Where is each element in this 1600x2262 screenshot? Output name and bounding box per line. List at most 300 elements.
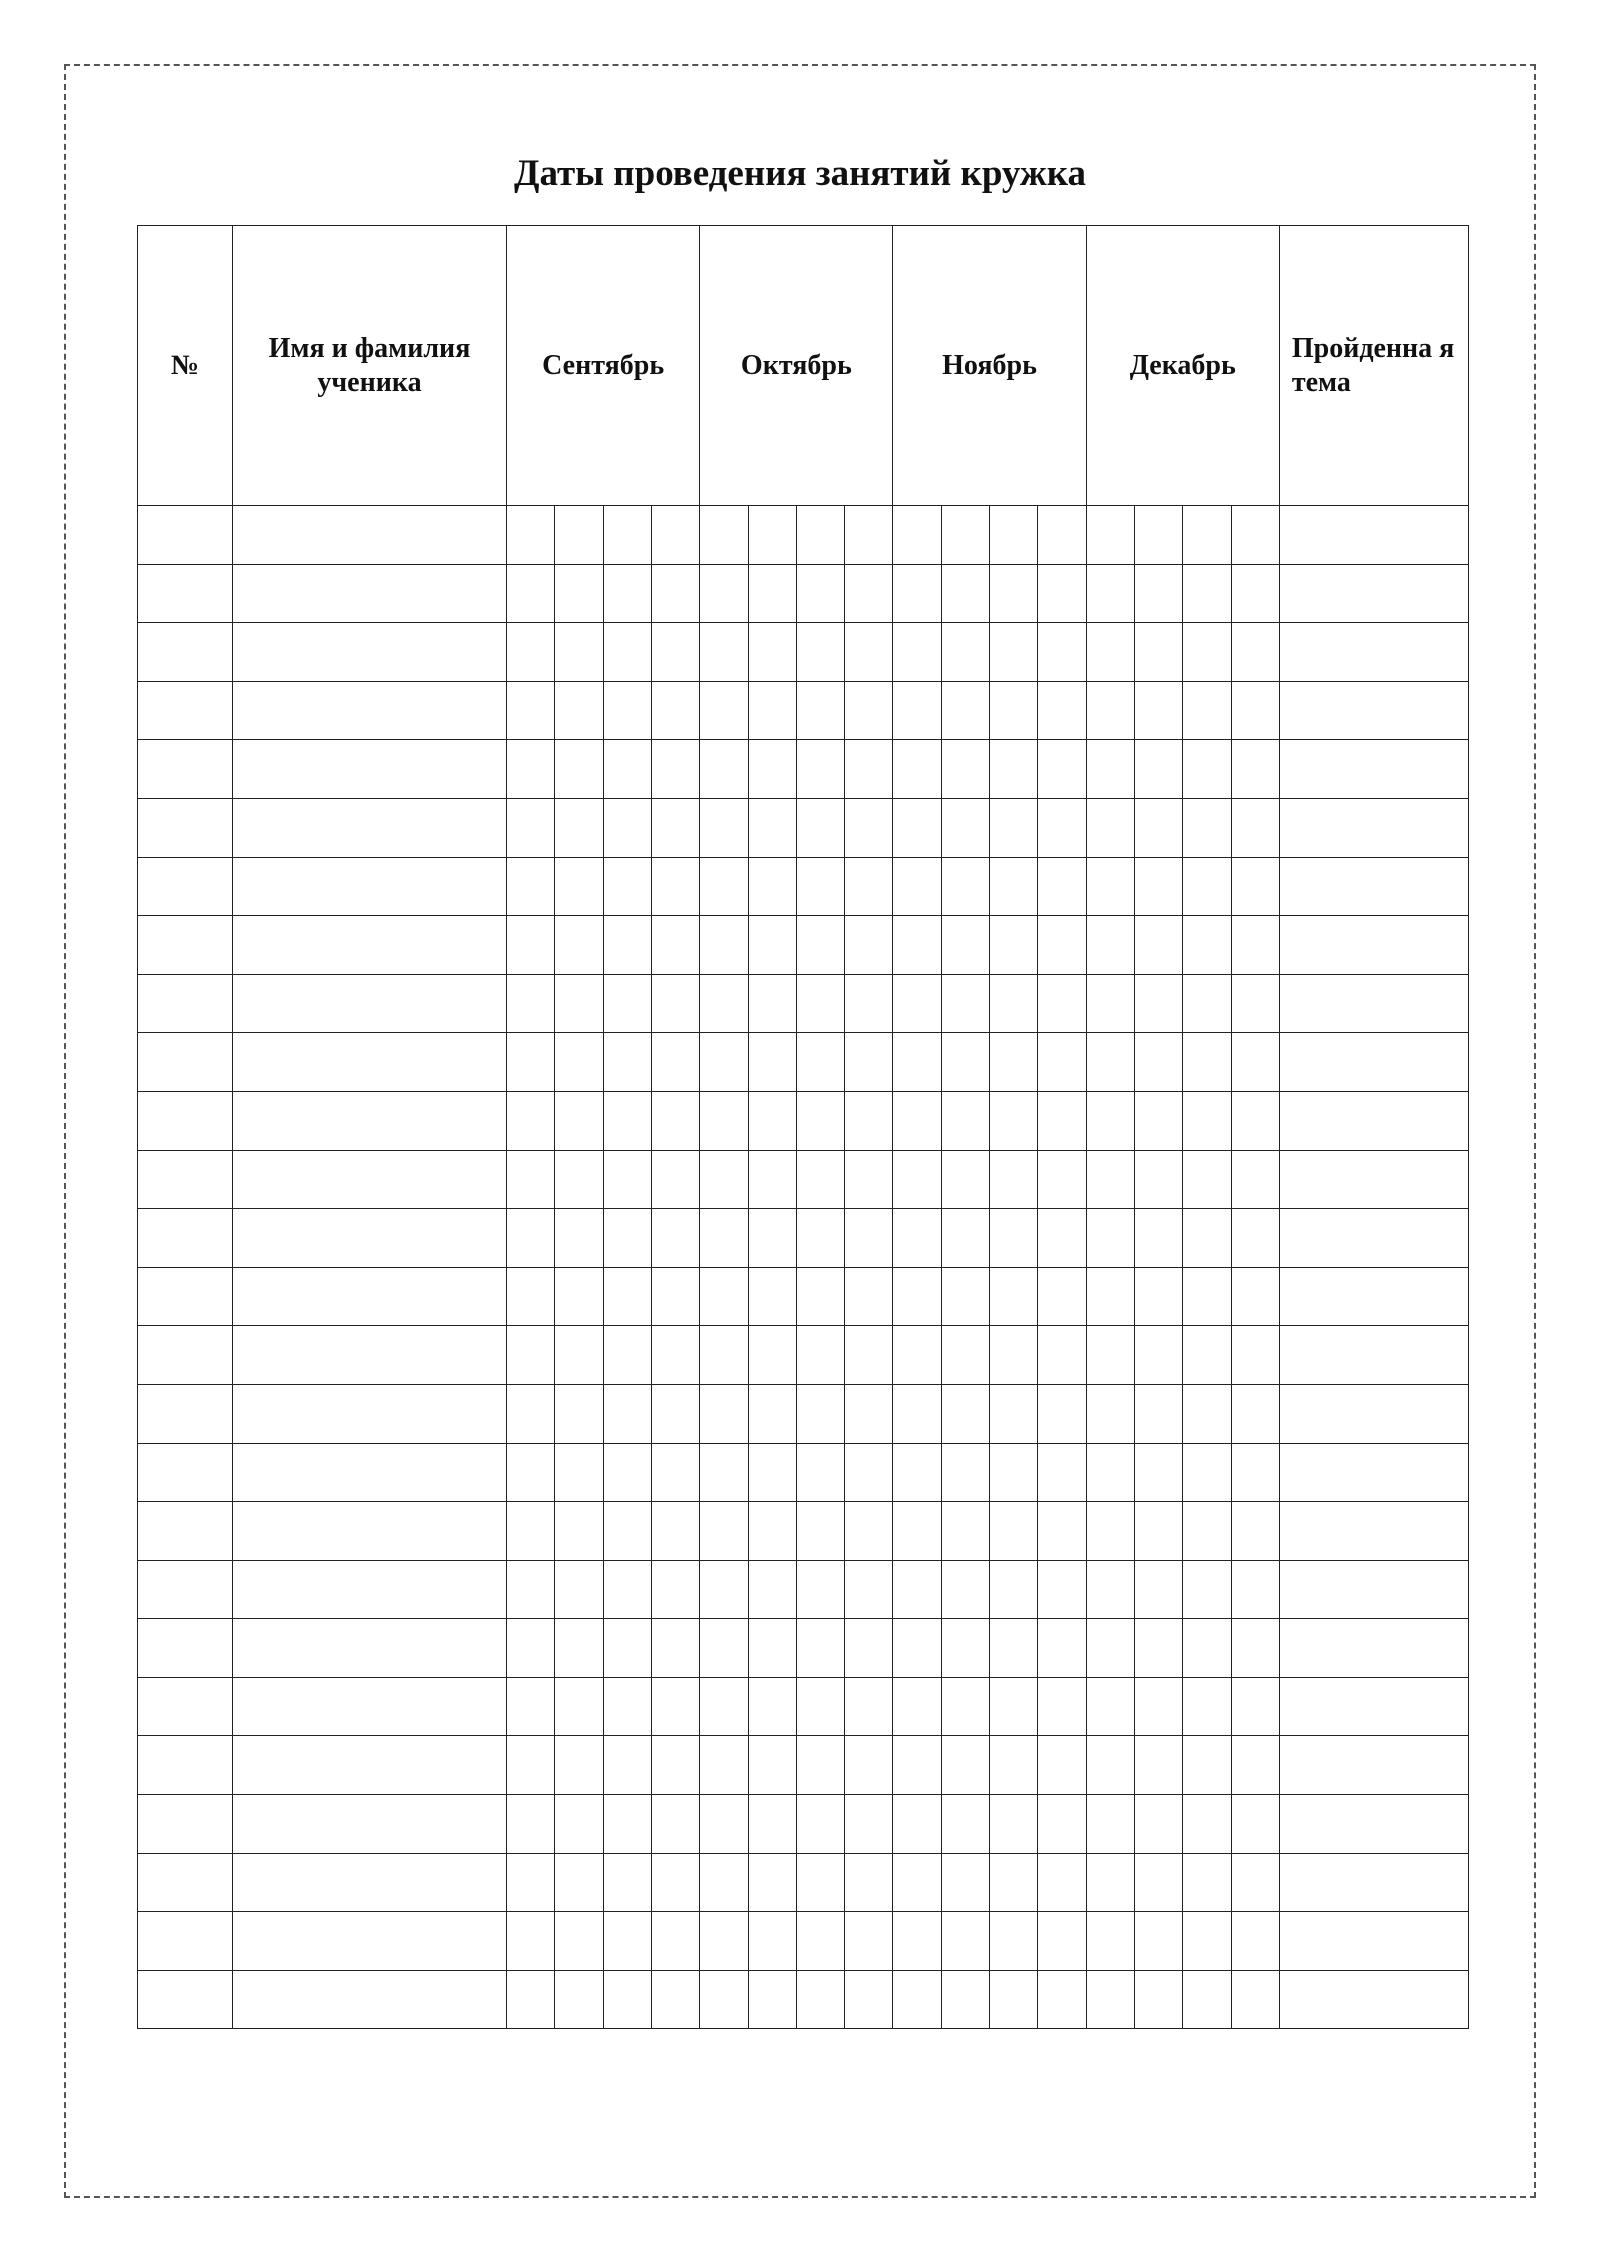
table-row xyxy=(138,740,1469,799)
date-cell-october xyxy=(700,740,748,799)
date-cell-november xyxy=(990,1795,1038,1854)
date-cell-december xyxy=(1086,1736,1134,1795)
date-cell-december xyxy=(1134,1736,1182,1795)
date-cell-october xyxy=(796,798,844,857)
date-cell-september xyxy=(507,1853,555,1912)
date-cell-december xyxy=(1231,1033,1279,1092)
date-cell-december xyxy=(1086,1209,1134,1268)
date-cell-december xyxy=(1134,916,1182,975)
date-cell-october xyxy=(845,623,893,682)
date-cell-september xyxy=(507,1736,555,1795)
date-cell-october xyxy=(845,1326,893,1385)
date-cell-october xyxy=(700,1091,748,1150)
topic-cell xyxy=(1279,506,1468,565)
number-cell xyxy=(138,1502,233,1561)
date-cell-november xyxy=(990,740,1038,799)
date-cell-november xyxy=(990,1150,1038,1209)
date-cell-december xyxy=(1086,857,1134,916)
student-name-cell xyxy=(233,916,507,975)
student-name-cell xyxy=(233,1033,507,1092)
date-cell-september xyxy=(555,1502,603,1561)
date-cell-november xyxy=(1038,1677,1086,1736)
date-cell-october xyxy=(700,1560,748,1619)
date-cell-september xyxy=(651,798,699,857)
date-cell-september xyxy=(603,1619,651,1678)
number-cell xyxy=(138,1677,233,1736)
date-cell-october xyxy=(796,1502,844,1561)
month-header-december: Декабрь xyxy=(1086,226,1279,506)
date-cell-november xyxy=(941,1912,989,1971)
date-cell-october xyxy=(700,1033,748,1092)
date-cell-october xyxy=(845,1502,893,1561)
date-cell-october xyxy=(845,1970,893,2029)
date-cell-october xyxy=(700,623,748,682)
date-cell-november xyxy=(941,681,989,740)
date-cell-september xyxy=(651,681,699,740)
date-cell-october xyxy=(796,681,844,740)
date-cell-september xyxy=(507,1150,555,1209)
number-cell xyxy=(138,1209,233,1268)
date-cell-november xyxy=(990,1853,1038,1912)
student-name-cell xyxy=(233,1091,507,1150)
date-cell-november xyxy=(1038,1150,1086,1209)
date-cell-december xyxy=(1183,740,1231,799)
topic-cell xyxy=(1279,1150,1468,1209)
date-cell-september xyxy=(507,1970,555,2029)
table-row xyxy=(138,1443,1469,1502)
student-name-cell xyxy=(233,1912,507,1971)
student-name-cell xyxy=(233,1209,507,1268)
date-cell-november xyxy=(990,974,1038,1033)
date-cell-october xyxy=(845,798,893,857)
date-cell-october xyxy=(845,1384,893,1443)
date-cell-december xyxy=(1134,1853,1182,1912)
number-cell xyxy=(138,1326,233,1385)
date-cell-october xyxy=(748,974,796,1033)
date-cell-september xyxy=(507,1091,555,1150)
number-cell xyxy=(138,623,233,682)
date-cell-november xyxy=(941,1443,989,1502)
attendance-table xyxy=(137,225,1469,2029)
date-cell-december xyxy=(1134,1326,1182,1385)
date-cell-october xyxy=(700,916,748,975)
date-cell-november xyxy=(990,1677,1038,1736)
date-cell-september xyxy=(651,1736,699,1795)
date-cell-december xyxy=(1086,1502,1134,1561)
date-cell-november xyxy=(941,1970,989,2029)
table-row xyxy=(138,1033,1469,1092)
date-cell-december xyxy=(1134,1619,1182,1678)
date-cell-november xyxy=(941,1150,989,1209)
date-cell-november xyxy=(941,1560,989,1619)
student-name-cell xyxy=(233,1619,507,1678)
date-cell-december xyxy=(1086,1619,1134,1678)
date-cell-september xyxy=(651,1443,699,1502)
topic-cell xyxy=(1279,1619,1468,1678)
date-cell-december xyxy=(1183,1209,1231,1268)
date-cell-september xyxy=(507,1912,555,1971)
date-cell-december xyxy=(1134,1912,1182,1971)
date-cell-october xyxy=(796,1091,844,1150)
date-cell-october xyxy=(748,1736,796,1795)
date-cell-november xyxy=(990,798,1038,857)
date-cell-december xyxy=(1086,1150,1134,1209)
topic-cell xyxy=(1279,1912,1468,1971)
date-cell-october xyxy=(796,1209,844,1268)
date-cell-november xyxy=(990,916,1038,975)
student-name-cell xyxy=(233,1443,507,1502)
table-body xyxy=(138,506,1469,2029)
date-cell-september xyxy=(651,1853,699,1912)
date-cell-november xyxy=(893,1853,941,1912)
date-cell-december xyxy=(1183,1502,1231,1561)
student-name-cell xyxy=(233,1560,507,1619)
date-cell-december xyxy=(1231,916,1279,975)
date-cell-november xyxy=(941,1502,989,1561)
month-header-november: Ноябрь xyxy=(893,226,1086,506)
date-cell-september xyxy=(507,1267,555,1326)
date-cell-september xyxy=(603,798,651,857)
date-cell-december xyxy=(1183,916,1231,975)
date-cell-september xyxy=(651,506,699,565)
table-header-row xyxy=(138,226,1469,506)
date-cell-october xyxy=(796,1970,844,2029)
topic-cell xyxy=(1279,1795,1468,1854)
date-cell-october xyxy=(845,1150,893,1209)
table-row xyxy=(138,506,1469,565)
date-cell-october xyxy=(748,1619,796,1678)
date-cell-september xyxy=(603,1443,651,1502)
date-cell-november xyxy=(893,1970,941,2029)
date-cell-november xyxy=(990,1736,1038,1795)
date-cell-october xyxy=(748,916,796,975)
date-cell-september xyxy=(507,1384,555,1443)
student-name-cell xyxy=(233,1677,507,1736)
date-cell-december xyxy=(1231,506,1279,565)
date-cell-september xyxy=(603,1091,651,1150)
date-cell-september xyxy=(507,1033,555,1092)
date-cell-november xyxy=(893,1091,941,1150)
date-cell-december xyxy=(1134,623,1182,682)
date-cell-december xyxy=(1134,798,1182,857)
date-cell-september xyxy=(651,1209,699,1268)
date-cell-december xyxy=(1086,1853,1134,1912)
date-cell-september xyxy=(651,1502,699,1561)
date-cell-september xyxy=(603,506,651,565)
date-cell-december xyxy=(1183,1560,1231,1619)
month-header-september: Сентябрь xyxy=(507,226,700,506)
date-cell-november xyxy=(1038,1619,1086,1678)
date-cell-september xyxy=(507,1677,555,1736)
date-cell-october xyxy=(748,1970,796,2029)
date-cell-december xyxy=(1134,506,1182,565)
topic-cell xyxy=(1279,1267,1468,1326)
date-cell-november xyxy=(941,506,989,565)
date-cell-november xyxy=(893,1912,941,1971)
student-name-cell xyxy=(233,1384,507,1443)
table-row xyxy=(138,1677,1469,1736)
date-cell-september xyxy=(507,974,555,1033)
topic-cell xyxy=(1279,564,1468,623)
date-cell-october xyxy=(748,1091,796,1150)
date-cell-december xyxy=(1134,1150,1182,1209)
date-cell-december xyxy=(1086,1970,1134,2029)
date-cell-november xyxy=(893,1209,941,1268)
date-cell-november xyxy=(893,1502,941,1561)
date-cell-september xyxy=(651,740,699,799)
date-cell-october xyxy=(748,1267,796,1326)
date-cell-october xyxy=(845,974,893,1033)
date-cell-november xyxy=(941,740,989,799)
table-row xyxy=(138,1970,1469,2029)
date-cell-september xyxy=(603,974,651,1033)
date-cell-november xyxy=(893,1033,941,1092)
date-cell-september xyxy=(603,1502,651,1561)
topic-cell xyxy=(1279,1326,1468,1385)
date-cell-september xyxy=(651,1912,699,1971)
date-cell-september xyxy=(555,681,603,740)
date-cell-november xyxy=(893,1560,941,1619)
date-cell-october xyxy=(845,1619,893,1678)
student-name-cell xyxy=(233,1795,507,1854)
date-cell-october xyxy=(700,1736,748,1795)
date-cell-september xyxy=(603,916,651,975)
date-cell-october xyxy=(748,623,796,682)
topic-cell xyxy=(1279,1560,1468,1619)
date-cell-september xyxy=(555,740,603,799)
date-cell-december xyxy=(1183,974,1231,1033)
date-cell-september xyxy=(651,1326,699,1385)
date-cell-september xyxy=(651,1970,699,2029)
date-cell-september xyxy=(603,1912,651,1971)
date-cell-september xyxy=(603,1677,651,1736)
date-cell-october xyxy=(748,740,796,799)
date-cell-september xyxy=(651,974,699,1033)
date-cell-december xyxy=(1134,857,1182,916)
date-cell-november xyxy=(893,974,941,1033)
date-cell-october xyxy=(845,916,893,975)
number-cell xyxy=(138,798,233,857)
date-cell-november xyxy=(941,1736,989,1795)
date-cell-september xyxy=(603,740,651,799)
date-cell-september xyxy=(507,506,555,565)
date-cell-october xyxy=(796,1033,844,1092)
date-cell-december xyxy=(1086,1677,1134,1736)
table-row xyxy=(138,916,1469,975)
date-cell-september xyxy=(555,1326,603,1385)
date-cell-december xyxy=(1086,798,1134,857)
date-cell-september xyxy=(555,1970,603,2029)
date-cell-november xyxy=(893,681,941,740)
date-cell-september xyxy=(507,798,555,857)
topic-cell xyxy=(1279,1209,1468,1268)
date-cell-december xyxy=(1086,974,1134,1033)
student-name-cell xyxy=(233,857,507,916)
date-cell-october xyxy=(796,916,844,975)
date-cell-november xyxy=(893,740,941,799)
table-row xyxy=(138,1326,1469,1385)
date-cell-october xyxy=(748,1326,796,1385)
topic-cell xyxy=(1279,857,1468,916)
student-name-cell xyxy=(233,798,507,857)
date-cell-november xyxy=(990,623,1038,682)
date-cell-december xyxy=(1231,1853,1279,1912)
date-cell-december xyxy=(1086,916,1134,975)
date-cell-december xyxy=(1134,1033,1182,1092)
student-name-cell xyxy=(233,1326,507,1385)
number-cell xyxy=(138,916,233,975)
date-cell-september xyxy=(603,1326,651,1385)
date-cell-september xyxy=(507,1326,555,1385)
date-cell-october xyxy=(700,1502,748,1561)
date-cell-november xyxy=(990,1912,1038,1971)
topic-cell xyxy=(1279,974,1468,1033)
date-cell-november xyxy=(1038,623,1086,682)
date-cell-september xyxy=(603,1970,651,2029)
date-cell-october xyxy=(845,1033,893,1092)
date-cell-december xyxy=(1231,1209,1279,1268)
date-cell-september xyxy=(507,681,555,740)
topic-cell xyxy=(1279,1443,1468,1502)
date-cell-september xyxy=(555,1384,603,1443)
date-cell-september xyxy=(555,1795,603,1854)
date-cell-november xyxy=(941,1853,989,1912)
date-cell-november xyxy=(1038,1560,1086,1619)
date-cell-december xyxy=(1231,974,1279,1033)
topic-cell xyxy=(1279,1502,1468,1561)
date-cell-december xyxy=(1183,1736,1231,1795)
date-cell-december xyxy=(1183,1795,1231,1854)
date-cell-december xyxy=(1086,1033,1134,1092)
date-cell-october xyxy=(845,506,893,565)
table-row xyxy=(138,1209,1469,1268)
number-cell xyxy=(138,1912,233,1971)
date-cell-september xyxy=(555,974,603,1033)
date-cell-october xyxy=(796,1384,844,1443)
date-cell-december xyxy=(1183,857,1231,916)
date-cell-november xyxy=(893,564,941,623)
date-cell-december xyxy=(1231,1912,1279,1971)
number-cell xyxy=(138,1443,233,1502)
date-cell-november xyxy=(1038,1033,1086,1092)
date-cell-november xyxy=(990,1091,1038,1150)
date-cell-november xyxy=(1038,1502,1086,1561)
date-cell-september xyxy=(603,1033,651,1092)
date-cell-september xyxy=(603,1209,651,1268)
date-cell-october xyxy=(700,1384,748,1443)
date-cell-december xyxy=(1086,681,1134,740)
table-row xyxy=(138,1150,1469,1209)
number-cell xyxy=(138,1560,233,1619)
date-cell-october xyxy=(796,1267,844,1326)
date-cell-september xyxy=(555,1677,603,1736)
date-cell-september xyxy=(651,1091,699,1150)
table-row xyxy=(138,1619,1469,1678)
date-cell-november xyxy=(1038,1970,1086,2029)
date-cell-november xyxy=(1038,1443,1086,1502)
date-cell-december xyxy=(1134,1443,1182,1502)
topic-cell xyxy=(1279,916,1468,975)
date-cell-november xyxy=(893,1736,941,1795)
date-cell-october xyxy=(748,564,796,623)
date-cell-september xyxy=(651,1267,699,1326)
date-cell-september xyxy=(603,623,651,682)
date-cell-october xyxy=(700,1267,748,1326)
topic-cell xyxy=(1279,1677,1468,1736)
date-cell-november xyxy=(1038,1853,1086,1912)
date-cell-october xyxy=(796,1150,844,1209)
number-cell xyxy=(138,564,233,623)
date-cell-november xyxy=(893,916,941,975)
date-cell-september xyxy=(651,1795,699,1854)
date-cell-october xyxy=(700,1677,748,1736)
date-cell-october xyxy=(845,1209,893,1268)
number-cell xyxy=(138,1619,233,1678)
month-header-october: Октябрь xyxy=(700,226,893,506)
date-cell-september xyxy=(651,1384,699,1443)
date-cell-september xyxy=(555,857,603,916)
date-cell-december xyxy=(1231,798,1279,857)
date-cell-september xyxy=(651,1150,699,1209)
date-cell-november xyxy=(941,1677,989,1736)
number-column-header: № xyxy=(138,226,233,506)
topic-cell xyxy=(1279,1853,1468,1912)
topic-cell xyxy=(1279,1736,1468,1795)
date-cell-december xyxy=(1134,1560,1182,1619)
date-cell-october xyxy=(845,681,893,740)
date-cell-october xyxy=(796,857,844,916)
document-title: Даты проведения занятий кружка xyxy=(513,153,1087,194)
date-cell-october xyxy=(796,564,844,623)
topic-cell xyxy=(1279,1970,1468,2029)
date-cell-november xyxy=(941,1326,989,1385)
date-cell-november xyxy=(893,1443,941,1502)
date-cell-december xyxy=(1231,1970,1279,2029)
date-cell-october xyxy=(748,1560,796,1619)
student-name-cell xyxy=(233,1736,507,1795)
date-cell-december xyxy=(1086,1267,1134,1326)
date-cell-december xyxy=(1086,506,1134,565)
date-cell-september xyxy=(507,623,555,682)
date-cell-december xyxy=(1183,506,1231,565)
date-cell-october xyxy=(796,1443,844,1502)
date-cell-november xyxy=(941,857,989,916)
date-cell-october xyxy=(748,1209,796,1268)
date-cell-october xyxy=(845,1267,893,1326)
date-cell-november xyxy=(1038,1384,1086,1443)
date-cell-november xyxy=(893,1384,941,1443)
date-cell-october xyxy=(845,1912,893,1971)
date-cell-november xyxy=(990,564,1038,623)
date-cell-december xyxy=(1231,1091,1279,1150)
date-cell-november xyxy=(893,1795,941,1854)
date-cell-december xyxy=(1086,1795,1134,1854)
number-cell xyxy=(138,974,233,1033)
date-cell-december xyxy=(1134,1209,1182,1268)
date-cell-october xyxy=(796,1912,844,1971)
date-cell-october xyxy=(700,974,748,1033)
table-row xyxy=(138,1502,1469,1561)
date-cell-october xyxy=(796,1326,844,1385)
table-row xyxy=(138,1853,1469,1912)
date-cell-september xyxy=(603,1384,651,1443)
number-cell xyxy=(138,1091,233,1150)
date-cell-october xyxy=(845,564,893,623)
date-cell-october xyxy=(845,740,893,799)
date-cell-september xyxy=(507,1502,555,1561)
topic-cell xyxy=(1279,681,1468,740)
date-cell-november xyxy=(990,1502,1038,1561)
